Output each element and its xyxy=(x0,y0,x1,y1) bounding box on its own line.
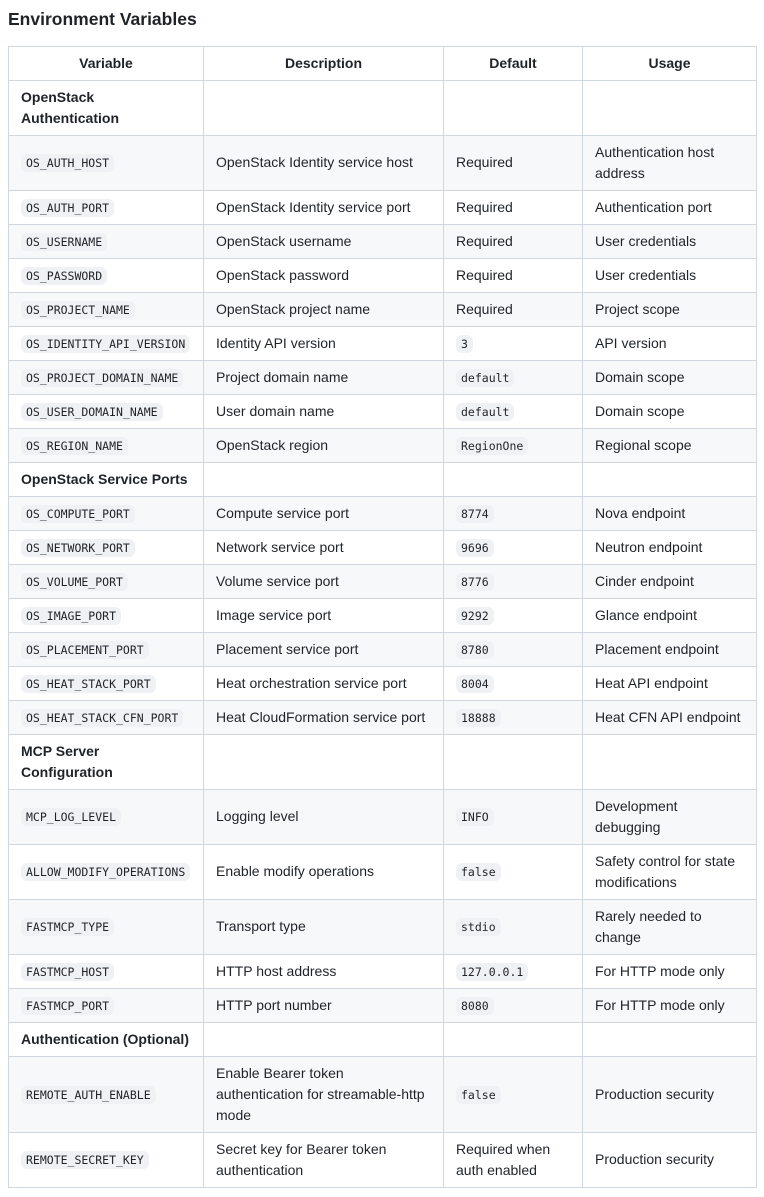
default-value-code: 3 xyxy=(456,335,473,353)
empty-description-cell xyxy=(204,80,444,135)
usage-cell: For HTTP mode only xyxy=(583,988,757,1022)
variable-row xyxy=(9,1056,757,1132)
description-cell: Heat orchestration service port xyxy=(204,666,444,700)
usage-cell: Glance endpoint xyxy=(583,598,757,632)
default-value-code: false xyxy=(456,1086,501,1104)
default-cell xyxy=(444,899,583,954)
usage-cell: User credentials xyxy=(583,224,757,258)
variable-cell xyxy=(9,258,204,292)
empty-usage-cell xyxy=(583,1022,757,1056)
variable-cell xyxy=(9,598,204,632)
column-header-default: Default xyxy=(444,46,583,80)
variable-cell xyxy=(9,224,204,258)
variable-row xyxy=(9,598,757,632)
variable-name-code: MCP_LOG_LEVEL xyxy=(21,808,121,826)
default-cell xyxy=(444,988,583,1022)
variable-name-code: ALLOW_MODIFY_OPERATIONS xyxy=(21,863,190,881)
variable-row xyxy=(9,844,757,899)
usage-cell: Domain scope xyxy=(583,360,757,394)
column-header-variable: Variable xyxy=(9,46,204,80)
variable-cell xyxy=(9,899,204,954)
description-cell: HTTP host address xyxy=(204,954,444,988)
empty-usage-cell xyxy=(583,80,757,135)
variable-cell xyxy=(9,564,204,598)
usage-cell: User credentials xyxy=(583,258,757,292)
table-header xyxy=(9,46,757,80)
variable-name-code: REMOTE_SECRET_KEY xyxy=(21,1151,149,1169)
default-value-code: 8776 xyxy=(456,573,494,591)
default-cell xyxy=(444,564,583,598)
usage-cell: Authentication host address xyxy=(583,135,757,190)
variable-cell xyxy=(9,496,204,530)
variable-row xyxy=(9,360,757,394)
usage-cell: Authentication port xyxy=(583,190,757,224)
variable-name-code: OS_NETWORK_PORT xyxy=(21,539,135,557)
empty-default-cell xyxy=(444,734,583,789)
description-cell: OpenStack Identity service host xyxy=(204,135,444,190)
usage-cell: Heat API endpoint xyxy=(583,666,757,700)
variable-name-code: OS_PROJECT_NAME xyxy=(21,301,135,319)
variable-cell xyxy=(9,844,204,899)
usage-cell: Neutron endpoint xyxy=(583,530,757,564)
default-value-code: 9696 xyxy=(456,539,494,557)
variable-name-code: OS_REGION_NAME xyxy=(21,437,128,455)
default-cell xyxy=(444,360,583,394)
description-cell: Network service port xyxy=(204,530,444,564)
column-header-usage: Usage xyxy=(583,46,757,80)
section-row xyxy=(9,462,757,496)
default-cell: Required xyxy=(444,224,583,258)
description-cell: Transport type xyxy=(204,899,444,954)
variable-name-code: OS_PLACEMENT_PORT xyxy=(21,641,149,659)
variable-row xyxy=(9,1132,757,1187)
description-cell: OpenStack region xyxy=(204,428,444,462)
default-value-code: 8774 xyxy=(456,505,494,523)
default-value-code: 18888 xyxy=(456,709,501,727)
default-cell xyxy=(444,700,583,734)
variable-row xyxy=(9,988,757,1022)
default-cell xyxy=(444,394,583,428)
variable-cell xyxy=(9,954,204,988)
variable-name-code: REMOTE_AUTH_ENABLE xyxy=(21,1086,156,1104)
variable-cell xyxy=(9,530,204,564)
header-row xyxy=(9,46,757,80)
description-cell: Image service port xyxy=(204,598,444,632)
section-title-cell: MCP Server Configuration xyxy=(9,734,204,789)
variable-name-code: OS_AUTH_PORT xyxy=(21,199,114,217)
variable-cell xyxy=(9,292,204,326)
variable-name-code: FASTMCP_HOST xyxy=(21,963,114,981)
description-cell: Logging level xyxy=(204,789,444,844)
default-cell xyxy=(444,844,583,899)
description-cell: Heat CloudFormation service port xyxy=(204,700,444,734)
variable-row xyxy=(9,954,757,988)
default-cell xyxy=(444,1056,583,1132)
column-header-description: Description xyxy=(204,46,444,80)
variable-cell xyxy=(9,632,204,666)
empty-default-cell xyxy=(444,462,583,496)
variable-cell xyxy=(9,789,204,844)
empty-usage-cell xyxy=(583,734,757,789)
variable-cell xyxy=(9,1132,204,1187)
variable-row xyxy=(9,632,757,666)
usage-cell: Nova endpoint xyxy=(583,496,757,530)
usage-cell: For HTTP mode only xyxy=(583,954,757,988)
usage-cell: Safety control for state modifications xyxy=(583,844,757,899)
default-cell xyxy=(444,326,583,360)
usage-cell: API version xyxy=(583,326,757,360)
variable-row xyxy=(9,135,757,190)
variable-row xyxy=(9,789,757,844)
usage-cell: Project scope xyxy=(583,292,757,326)
variable-row xyxy=(9,190,757,224)
default-cell xyxy=(444,789,583,844)
variable-cell xyxy=(9,326,204,360)
variable-name-code: OS_USER_DOMAIN_NAME xyxy=(21,403,163,421)
description-cell: OpenStack username xyxy=(204,224,444,258)
variable-cell xyxy=(9,1056,204,1132)
description-cell: OpenStack project name xyxy=(204,292,444,326)
empty-description-cell xyxy=(204,734,444,789)
description-cell: Identity API version xyxy=(204,326,444,360)
empty-description-cell xyxy=(204,1022,444,1056)
section-row xyxy=(9,734,757,789)
default-cell: Required xyxy=(444,258,583,292)
default-cell: Required when auth enabled xyxy=(444,1132,583,1187)
description-cell: Volume service port xyxy=(204,564,444,598)
usage-cell: Production security xyxy=(583,1132,757,1187)
variable-cell xyxy=(9,666,204,700)
variable-name-code: OS_AUTH_HOST xyxy=(21,154,114,172)
variable-cell xyxy=(9,135,204,190)
variable-row xyxy=(9,564,757,598)
default-cell: Required xyxy=(444,135,583,190)
default-value-code: default xyxy=(456,369,514,387)
description-cell: Compute service port xyxy=(204,496,444,530)
empty-usage-cell xyxy=(583,462,757,496)
variable-row xyxy=(9,326,757,360)
variable-name-code: OS_USERNAME xyxy=(21,233,107,251)
empty-default-cell xyxy=(444,80,583,135)
usage-cell: Rarely needed to change xyxy=(583,899,757,954)
variable-row xyxy=(9,394,757,428)
environment-variables-table xyxy=(8,46,757,1188)
description-cell: Enable modify operations xyxy=(204,844,444,899)
default-cell xyxy=(444,428,583,462)
default-cell xyxy=(444,666,583,700)
variable-name-code: OS_VOLUME_PORT xyxy=(21,573,128,591)
default-cell: Required xyxy=(444,292,583,326)
variable-name-code: OS_COMPUTE_PORT xyxy=(21,505,135,523)
variable-cell xyxy=(9,428,204,462)
usage-cell: Regional scope xyxy=(583,428,757,462)
variable-row xyxy=(9,899,757,954)
variable-name-code: OS_HEAT_STACK_CFN_PORT xyxy=(21,709,183,727)
env-table-body xyxy=(9,80,757,1187)
variable-cell xyxy=(9,190,204,224)
default-value-code: 8780 xyxy=(456,641,494,659)
variable-row xyxy=(9,224,757,258)
usage-cell: Placement endpoint xyxy=(583,632,757,666)
default-cell: Required xyxy=(444,190,583,224)
empty-default-cell xyxy=(444,1022,583,1056)
section-title-cell: Authentication (Optional) xyxy=(9,1022,204,1056)
usage-cell: Cinder endpoint xyxy=(583,564,757,598)
default-cell xyxy=(444,496,583,530)
variable-row xyxy=(9,258,757,292)
description-cell: User domain name xyxy=(204,394,444,428)
variable-row xyxy=(9,292,757,326)
section-row xyxy=(9,1022,757,1056)
variable-row xyxy=(9,700,757,734)
page-title: Environment Variables xyxy=(8,9,197,29)
default-value-code: 127.0.0.1 xyxy=(456,963,528,981)
usage-cell: Domain scope xyxy=(583,394,757,428)
description-cell: OpenStack password xyxy=(204,258,444,292)
description-cell: Project domain name xyxy=(204,360,444,394)
default-value-code: stdio xyxy=(456,918,501,936)
usage-cell: Production security xyxy=(583,1056,757,1132)
section-row xyxy=(9,80,757,135)
section-title-cell: OpenStack Service Ports xyxy=(9,462,204,496)
variable-name-code: OS_PASSWORD xyxy=(21,267,107,285)
variable-name-code: FASTMCP_TYPE xyxy=(21,918,114,936)
variable-row xyxy=(9,428,757,462)
variable-cell xyxy=(9,988,204,1022)
default-value-code: 9292 xyxy=(456,607,494,625)
default-value-code: 8004 xyxy=(456,675,494,693)
description-cell: OpenStack Identity service port xyxy=(204,190,444,224)
default-cell xyxy=(444,530,583,564)
variable-name-code: OS_PROJECT_DOMAIN_NAME xyxy=(21,369,183,387)
default-value-code: 8080 xyxy=(456,997,494,1015)
variable-cell xyxy=(9,700,204,734)
variable-row xyxy=(9,496,757,530)
description-cell: HTTP port number xyxy=(204,988,444,1022)
default-value-code: INFO xyxy=(456,808,494,826)
variable-name-code: OS_HEAT_STACK_PORT xyxy=(21,675,156,693)
usage-cell: Development debugging xyxy=(583,789,757,844)
variable-name-code: FASTMCP_PORT xyxy=(21,997,114,1015)
default-value-code: default xyxy=(456,403,514,421)
empty-description-cell xyxy=(204,462,444,496)
description-cell: Placement service port xyxy=(204,632,444,666)
variable-name-code: OS_IDENTITY_API_VERSION xyxy=(21,335,190,353)
description-cell: Enable Bearer token authentication for streamable-http mode xyxy=(204,1056,444,1132)
default-cell xyxy=(444,632,583,666)
default-cell xyxy=(444,598,583,632)
description-cell: Secret key for Bearer token authentication xyxy=(204,1132,444,1187)
section-title-cell: OpenStack Authentication xyxy=(9,80,204,135)
default-value-code: RegionOne xyxy=(456,437,528,455)
variable-cell xyxy=(9,394,204,428)
variable-cell xyxy=(9,360,204,394)
default-value-code: false xyxy=(456,863,501,881)
default-cell xyxy=(444,954,583,988)
variable-row xyxy=(9,530,757,564)
variable-name-code: OS_IMAGE_PORT xyxy=(21,607,121,625)
variable-row xyxy=(9,666,757,700)
usage-cell: Heat CFN API endpoint xyxy=(583,700,757,734)
